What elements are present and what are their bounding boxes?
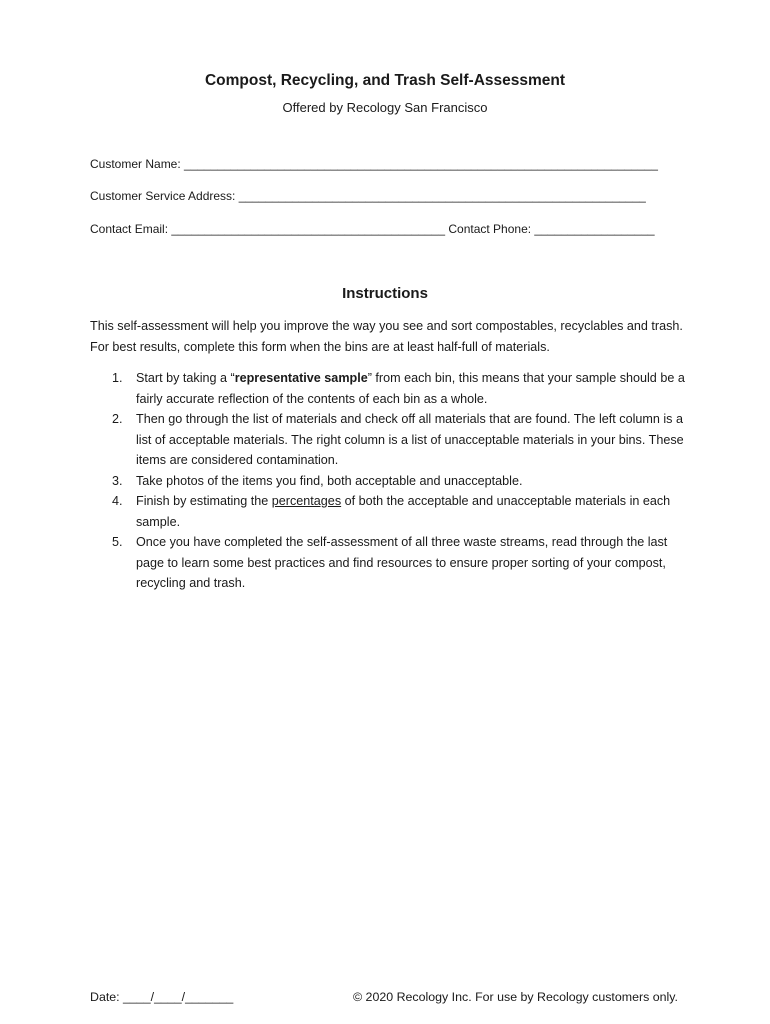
contact-email-label: Contact Email:	[90, 222, 172, 236]
copyright-notice: © 2020 Recology Inc. For use by Recology customers only.	[352, 990, 678, 1004]
step-emphasis: representative sample	[234, 371, 368, 385]
list-item	[90, 532, 685, 594]
step-text: Finish by estimating the	[136, 494, 272, 508]
document-title: Compost, Recycling, and Trash Self-Assessment	[204, 72, 566, 89]
step-number: 4.	[112, 494, 123, 508]
instructions-intro: This self-assessment will help you improve the way you see and sort compostables, recyclables and trash. For best results, complete this form when the bins are at least half-full of materials.	[90, 319, 683, 354]
list-item	[90, 471, 685, 492]
contact-email-field[interactable]: _________________________________________	[171, 222, 446, 236]
instructions-heading: Instructions	[342, 285, 428, 302]
step-text: ” from each bin, this means that your sample should be a fairly accurate reflection of the contents of each bin as a whole.	[136, 371, 685, 406]
list-item	[90, 491, 685, 532]
contact-phone-label: Contact Phone:	[445, 222, 535, 236]
date-field[interactable]: Date: ____/____/_______	[90, 990, 234, 1004]
step-text: of both the acceptable and unacceptable materials in each sample.	[136, 494, 671, 529]
customer-service-address-field[interactable]: Customer Service Address: _____________________________________________________________	[90, 189, 646, 203]
customer-name-field[interactable]: Customer Name: _______________________________________________________________________	[90, 157, 658, 171]
contact-phone-field[interactable]: __________________	[534, 222, 655, 236]
step-text: Take photos of the items you find, both acceptable and unacceptable.	[136, 473, 523, 488]
document-subtitle: Offered by Recology San Francisco	[282, 100, 488, 115]
step-text: Once you have completed the self-assessment of all three waste streams, read through the last page to learn some best practices and find resources to ensure proper sorting of your compost, recycling and trash.	[136, 535, 668, 590]
step-number: 5.	[112, 535, 123, 549]
step-number: 1.	[112, 371, 123, 385]
step-number: 3.	[112, 473, 123, 488]
step-underlined: percentages	[271, 494, 342, 508]
list-item	[90, 368, 685, 409]
step-text: Start by taking a “	[136, 371, 235, 385]
contact-row	[90, 222, 655, 236]
step-number: 2.	[112, 412, 123, 426]
step-text: Then go through the list of materials and check off all materials that are found. The left column is a list of acceptable materials. The right column is a list of unacceptable materials in your bins. These items are considered contamination.	[136, 412, 684, 467]
instructions-steps-list	[90, 368, 685, 594]
list-item	[90, 409, 685, 471]
